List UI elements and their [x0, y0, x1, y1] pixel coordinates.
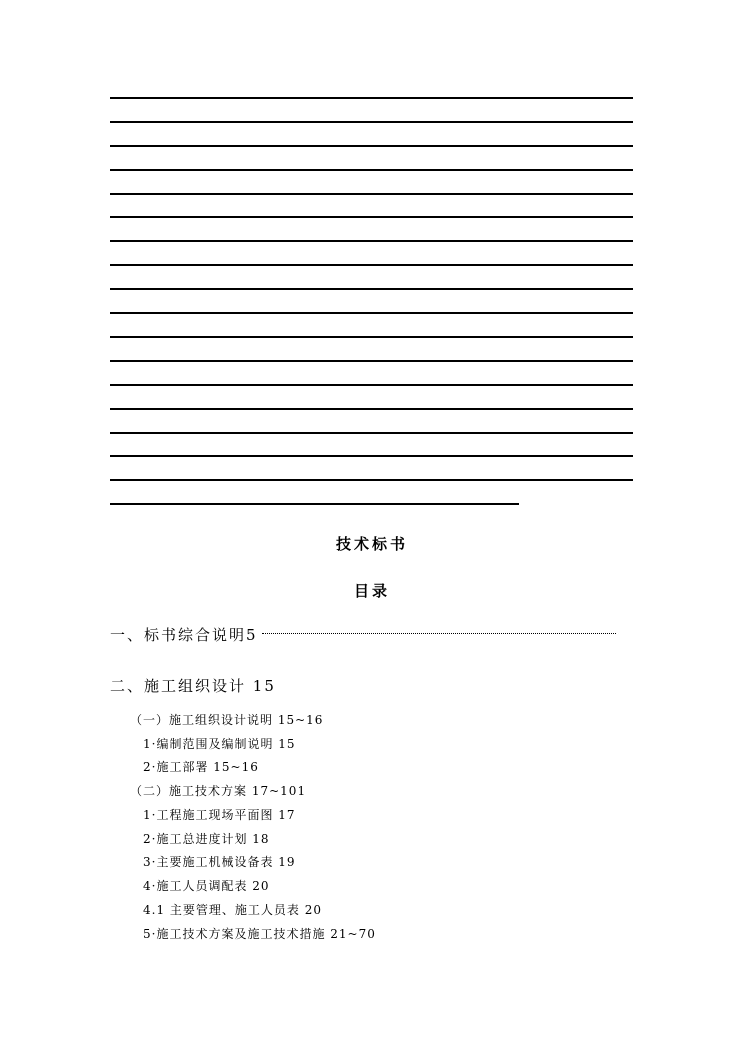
toc-entry-page: 21~70 — [330, 927, 376, 941]
toc-entry-text: 3·主要施工机械设备表 — [143, 855, 274, 869]
blank-line — [110, 312, 633, 314]
toc-entry-text: 4·施工人员调配表 — [143, 879, 248, 893]
toc-entry-text: （一）施工组织设计说明 — [130, 713, 274, 727]
toc-entry[interactable] — [110, 675, 276, 696]
toc-entry[interactable] — [130, 711, 323, 728]
toc-entry-page: 19 — [278, 855, 296, 869]
toc-entry-text: 1·编制范围及编制说明 — [143, 737, 274, 751]
blank-line — [110, 432, 633, 434]
toc-entry[interactable] — [143, 853, 296, 870]
toc-entry[interactable] — [130, 782, 306, 799]
toc-entry-page: 5 — [246, 626, 258, 644]
blank-line — [110, 216, 633, 218]
blank-line — [110, 193, 633, 195]
toc-leader-dots — [262, 633, 616, 634]
toc-entry[interactable] — [143, 877, 270, 894]
toc-entry-text: （二）施工技术方案 — [130, 784, 248, 798]
toc-entry[interactable] — [110, 624, 258, 645]
toc-entry-page: 18 — [252, 832, 270, 846]
toc-entry[interactable] — [143, 806, 296, 823]
blank-line — [110, 455, 633, 457]
toc-entry[interactable] — [143, 925, 376, 942]
toc-entry-page: 20 — [304, 903, 323, 917]
toc-entry-text: 1·工程施工现场平面图 — [143, 808, 274, 822]
blank-line — [110, 97, 633, 99]
toc-entry[interactable] — [143, 830, 270, 847]
blank-line — [110, 288, 633, 290]
toc-entry-page: 17 — [278, 808, 296, 822]
blank-line — [110, 121, 633, 123]
blank-line — [110, 336, 633, 338]
blank-line — [110, 240, 633, 242]
toc-entry-page: 15~16 — [213, 760, 259, 774]
toc-entry[interactable] — [143, 735, 296, 752]
toc-entry-page: 15 — [278, 737, 296, 751]
toc-entry-text: 二、施工组织设计 — [110, 677, 247, 695]
toc-entry-page: 17~101 — [251, 784, 307, 798]
toc-entry-text: 2·施工部署 — [143, 760, 209, 774]
toc-entry[interactable] — [143, 758, 259, 775]
toc-entry-page: 20 — [252, 879, 270, 893]
toc-heading: 目录 — [353, 582, 390, 600]
toc-entry-text: 5·施工技术方案及施工技术措施 — [143, 927, 326, 941]
blank-line — [110, 384, 633, 386]
blank-line — [110, 503, 519, 505]
document-title: 技术标书 — [335, 535, 408, 553]
blank-line — [110, 264, 633, 266]
blank-line — [110, 145, 633, 147]
blank-line — [110, 408, 633, 410]
blank-line — [110, 479, 633, 481]
toc-entry-page: 15~16 — [277, 713, 324, 727]
toc-entry-text: 2·施工总进度计划 — [143, 832, 248, 846]
toc-entry-text: 一、标书综合说明 — [110, 626, 247, 644]
blank-line — [110, 169, 633, 171]
toc-entry[interactable] — [143, 901, 322, 918]
toc-entry-text: 4.1 主要管理、施工人员表 — [143, 903, 300, 917]
toc-entry-page: 15 — [252, 677, 276, 695]
blank-line — [110, 360, 633, 362]
